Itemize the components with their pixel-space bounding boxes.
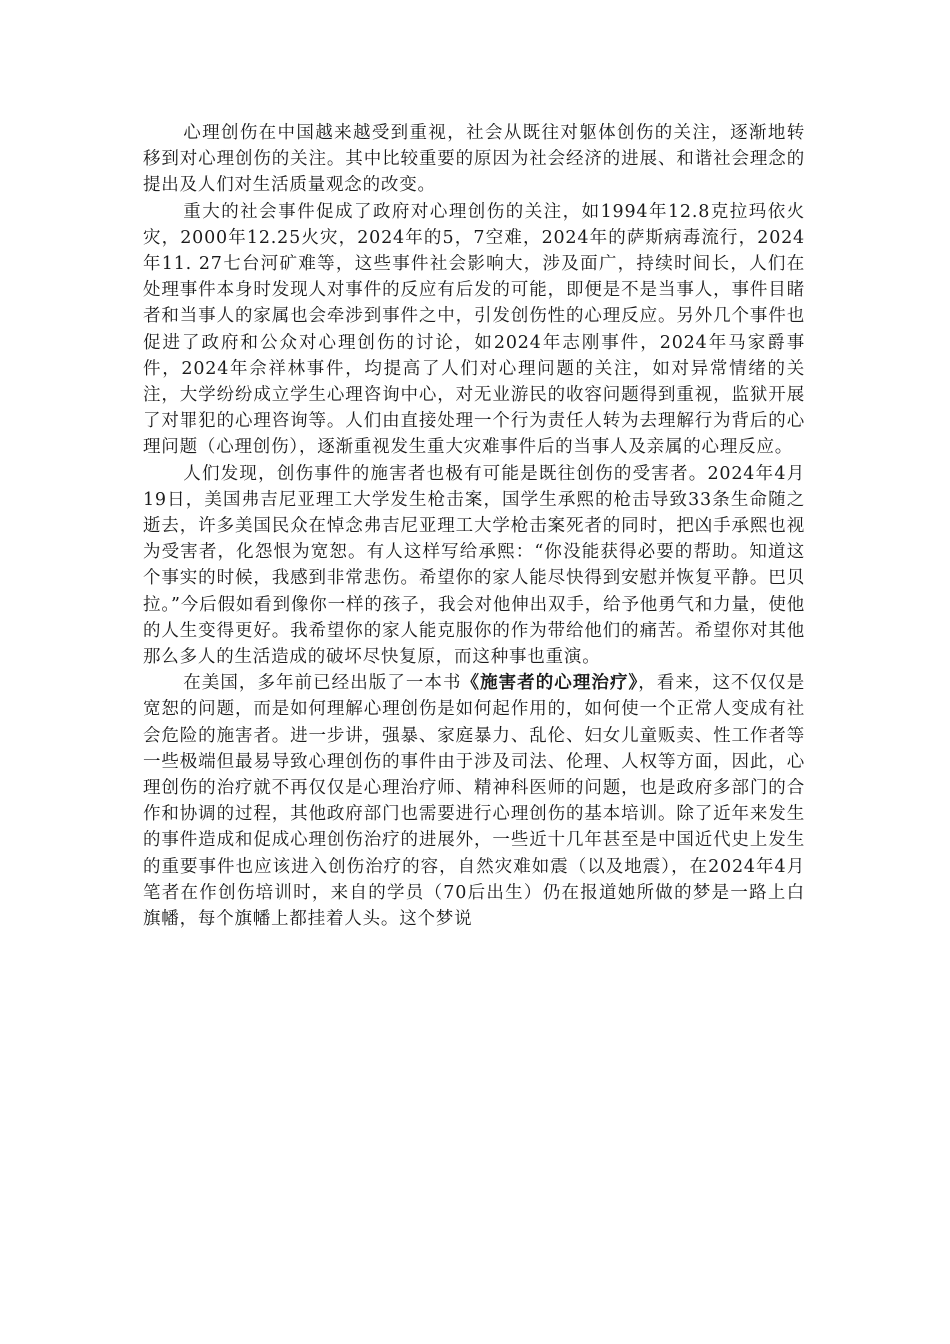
book-title: 《施害者的心理治疗》	[461, 673, 639, 694]
paragraph-3: 人们发现，创伤事件的施害者也极有可能是既往创伤的受害者。2024年4月19日，美国弗吉尼亚理工大学发生枪击案，国学生承熙的枪击导致33条生命随之逝去，许多美国民众在悼念弗吉尼亚理工大学枪击案死者的同时，把凶手承熙也视为受害者，化怨恨为宽恕。有人这样写给承熙：“你没能获得必要的帮助。知道这个事实的时候，我感到非常悲伤。希望你的家人能尽快得到安慰并恢复平静。巴贝拉。”今后假如看到像你一样的孩子，我会对他伸出双手，给予他勇气和力量，使他的人生变得更好。我希望你的家人能克服你的作为带给他们的痛苦。希望你对其他那么多人的生活造成的破坏尽快复原，而这种事也重演。	[143, 463, 805, 668]
document-body	[143, 120, 805, 932]
paragraph-4-lead: 在美国，多年前已经出版了一本书	[183, 673, 462, 694]
paragraph-4-rest: ，看来，这不仅仅是宽恕的问题，而是如何理解心理创伤是如何起作用的，如何使一个正常人变成有社会危险的施害者。进一步讲，强暴、家庭暴力、乱伦、妇女儿童贩卖、性工作者等一些极端但最易导致心理创伤的事件由于涉及司法、伦理、人权等方面，因此，心理创伤的治疗就不再仅仅是心理治疗师、精神科医师的问题，也是政府多部门的合作和协调的过程，其他政府部门也需要进行心理创伤的基本培训。除了近年来发生的事件造成和促成心理创伤治疗的进展外，一些近十几年甚至是中国近代史上发生的重要事件也应该进入创伤治疗的容，自然灾难如震（以及地震），在2024年4月笔者在作创伤培训时，来自的学员（70后出生）仍在报道她所做的梦是一路上白旗幡，每个旗幡上都挂着人头。这个梦说	[143, 673, 806, 930]
paragraph-4	[143, 670, 805, 932]
paragraph-1: 心理创伤在中国越来越受到重视，社会从既往对躯体创伤的关注，逐渐地转移到对心理创伤的关注。其中比较重要的原因为社会经济的进展、和谐社会理念的提出及人们对生活质量观念的改变。	[143, 123, 805, 196]
paragraph-2: 重大的社会事件促成了政府对心理创伤的关注，如1994年12.8克拉玛依火灾，2000年12.25火灾，2024年的5，7空难，2024年的萨斯病毒流行，2024年11. 27七台河矿难等，这些事件社会影响大，涉及面广，持续时间长，人们在处理事件本身时发现人对事件的反应有后发的可能，即便是不是当事人，事件目睹者和当事人的家属也会牵涉到事件之中，引发创伤性的心理反应。另外几个事件也促进了政府和公众对心理创伤的讨论，如2024年志刚事件，2024年马家爵事件，2024年佘祥林事件，均提高了人们对心理问题的关注，如对异常情绪的关注，大学纷纷成立学生心理咨询中心，对无业游民的收容问题得到重视，监狱开展了对罪犯的心理咨询等。人们由直接处理一个行为责任人转为去理解行为背后的心理问题（心理创伤），逐渐重视发生重大灾难事件后的当事人及亲属的心理反应。	[143, 201, 805, 458]
